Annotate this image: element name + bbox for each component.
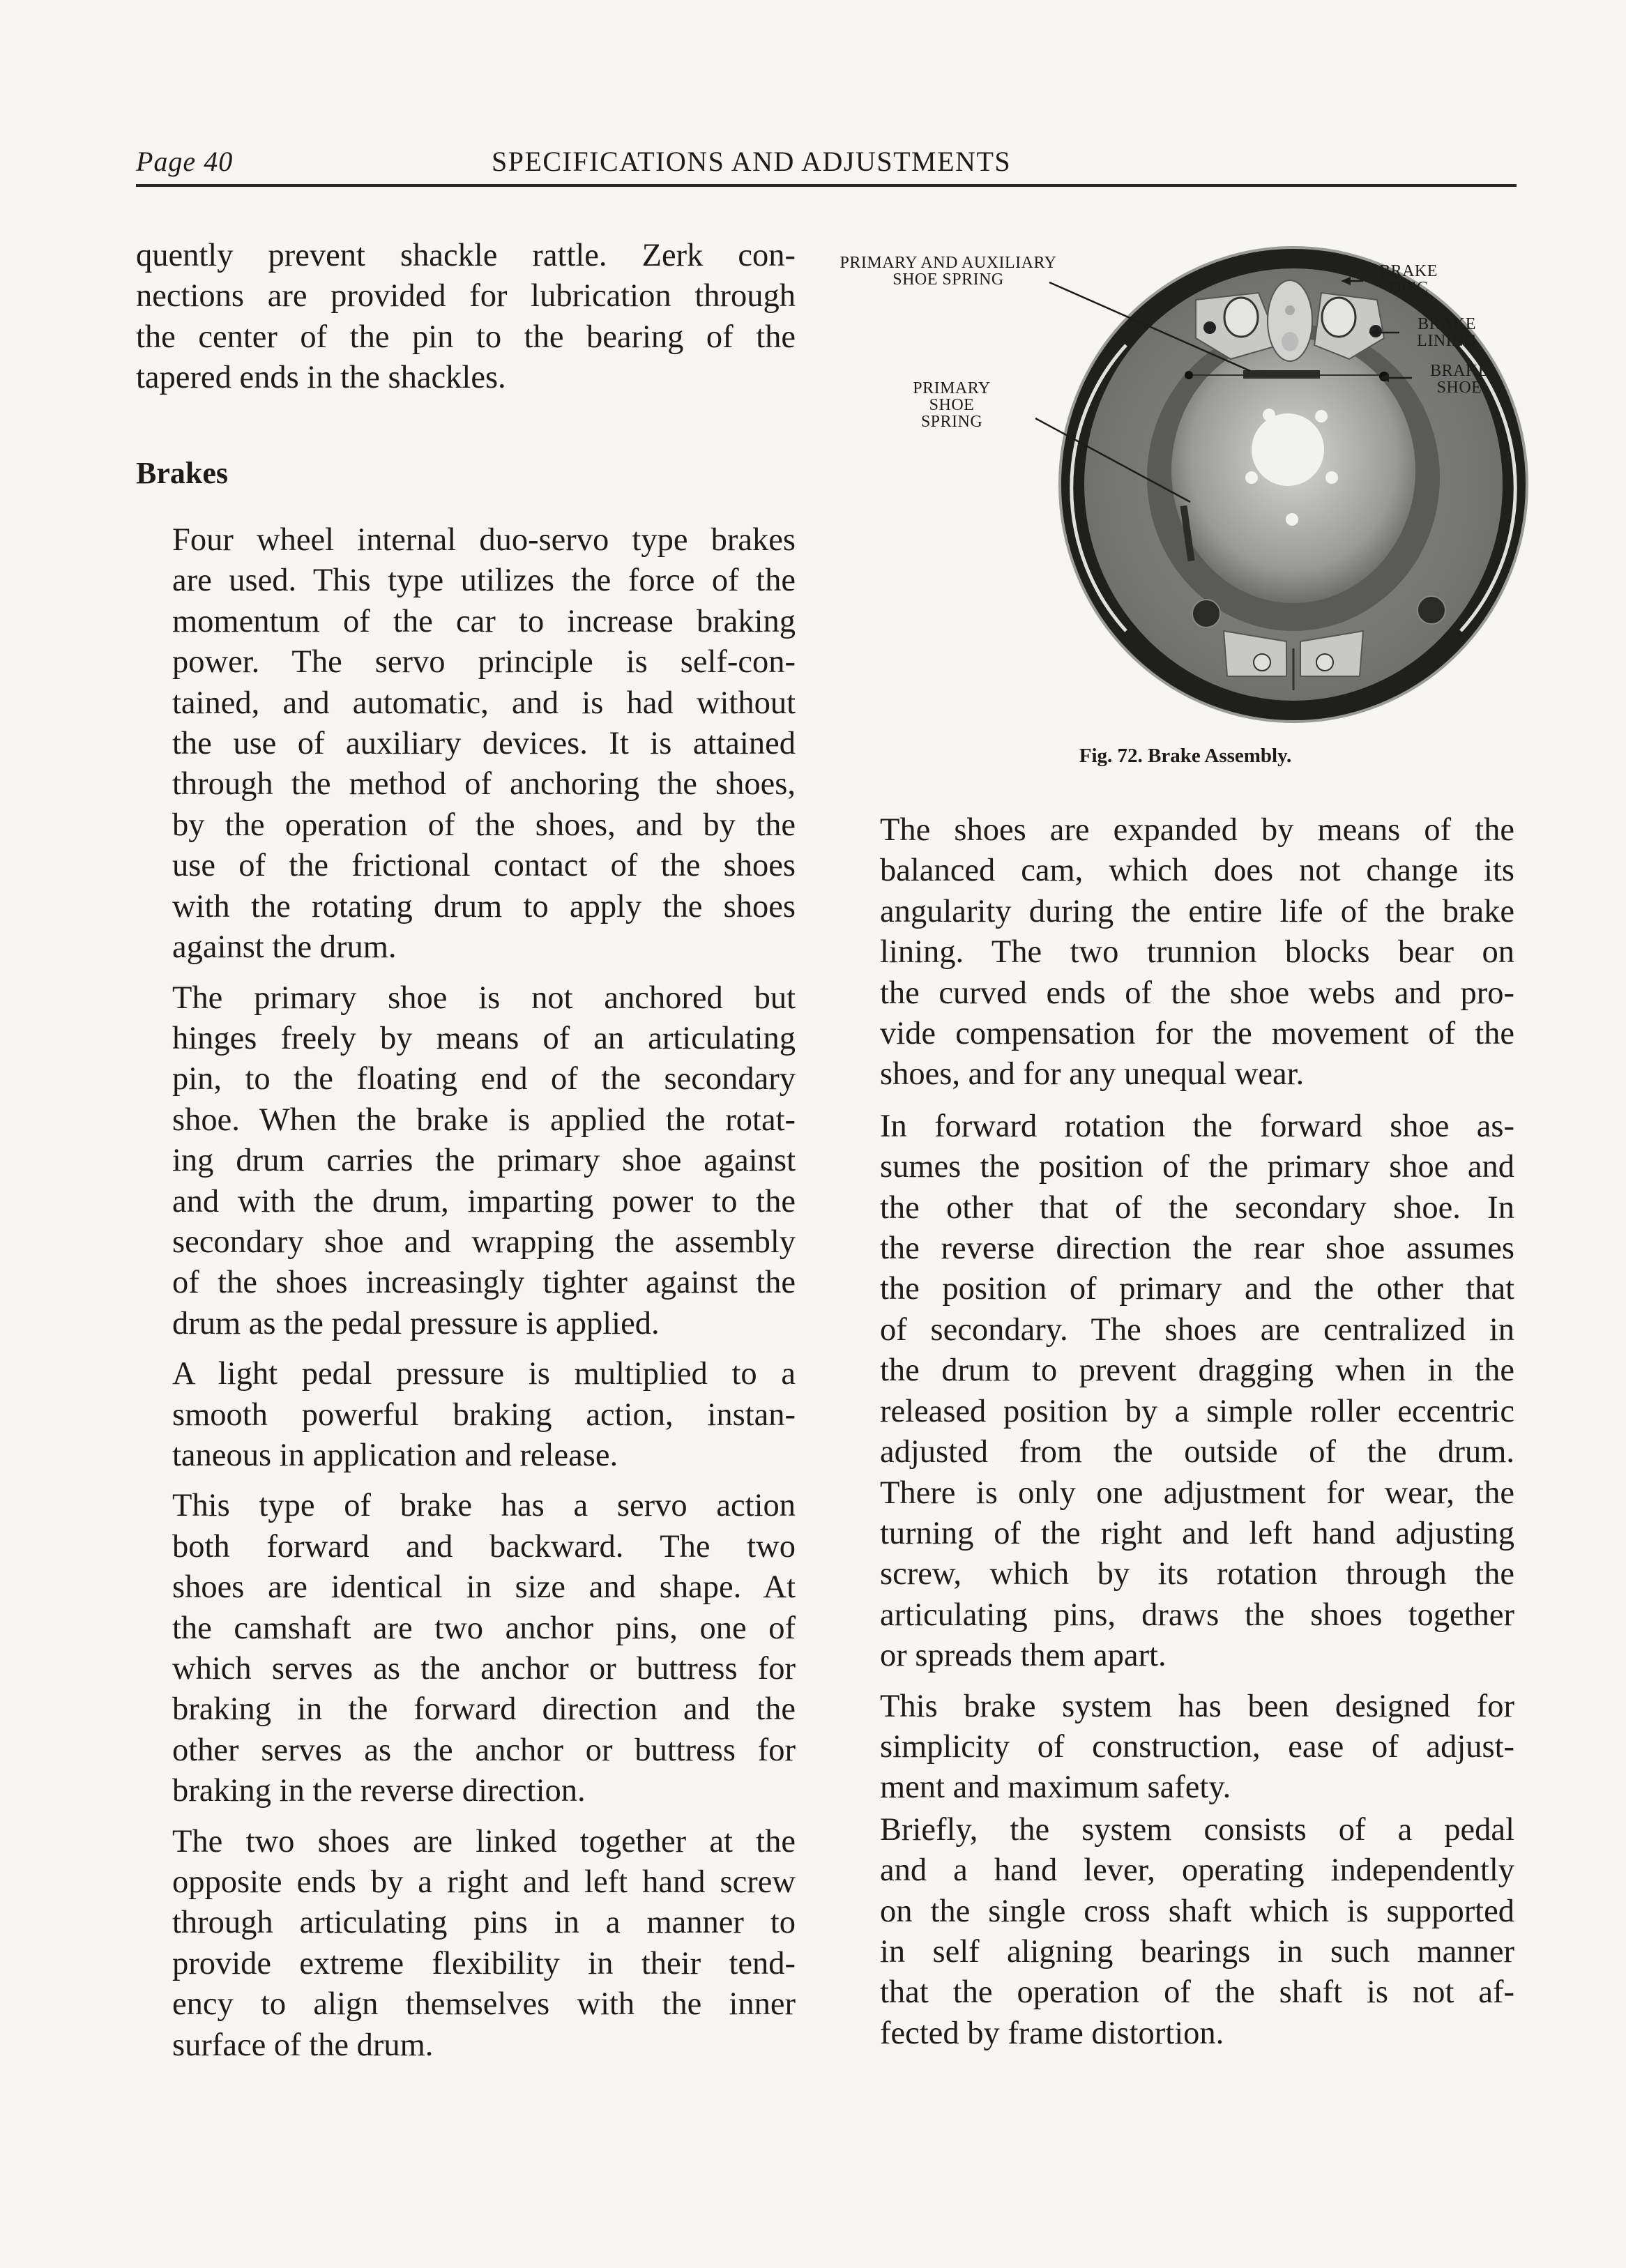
text-line: through the method of anchoring the shoes,: [172, 766, 796, 802]
text-line: simplicity of construction, ease of adjust-: [880, 1728, 1514, 1765]
text-line: opposite ends by a right and left hand screw: [172, 1864, 796, 1901]
section-heading-brakes: Brakes: [136, 455, 228, 490]
callout-line: BRAKE: [1379, 262, 1438, 280]
text-line: ment and maximum safety.: [880, 1770, 1231, 1806]
text-line: articulating pins, draws the shoes together: [880, 1597, 1514, 1633]
callout-line: BRAKE: [1430, 362, 1489, 380]
text-line: the other that of the secondary shoe. In: [880, 1189, 1514, 1226]
text-line: ency to align themselves with the inner: [172, 1986, 796, 2023]
text-line: adjusted from the outside of the drum.: [880, 1434, 1514, 1470]
text-line: This type of brake has a servo action: [172, 1488, 796, 1524]
paragraph: [844, 1810, 1514, 2054]
text-line: This brake system has been designed for: [880, 1688, 1514, 1724]
text-line: are used. This type utilizes the force of the: [172, 563, 796, 599]
callout-line: DISC: [1388, 279, 1429, 297]
text-line: braking in the forward direction and the: [172, 1691, 796, 1728]
text-line: surface of the drum.: [172, 2027, 434, 2063]
text-line: through articulating pins in a manner to: [172, 1905, 796, 1941]
text-line: balanced cam, which does not change its: [880, 853, 1514, 889]
text-line: angularity during the entire life of the brake: [880, 893, 1514, 929]
text-line: tained, and automatic, and is had without: [172, 685, 796, 721]
text-line: quently prevent shackle rattle. Zerk con-: [136, 238, 796, 273]
text-line: and a hand lever, operating independently: [880, 1852, 1514, 1889]
text-line: The primary shoe is not anchored but: [172, 980, 796, 1016]
paragraph: [136, 1486, 796, 1811]
text-line: vide compensation for the movement of the: [880, 1016, 1514, 1052]
callout-line: SHOE SPRING: [892, 271, 1004, 289]
text-line: A light pedal pressure is multiplied to a: [172, 1356, 796, 1392]
text-line: secondary shoe and wrapping the assembly: [172, 1224, 796, 1260]
text-line: and with the drum, imparting power to the: [172, 1183, 796, 1219]
text-line: the camshaft are two anchor pins, one of: [172, 1610, 796, 1646]
paragraph: [844, 1106, 1514, 1677]
text-line: shoes, and for any unequal wear.: [880, 1056, 1305, 1093]
text-line: by the operation of the shoes, and by the: [172, 807, 796, 843]
text-line: In forward rotation the forward shoe as-: [880, 1108, 1514, 1144]
text-line: released position by a simple roller eccentric: [880, 1393, 1514, 1429]
text-line: in self aligning bearings in such manner: [880, 1933, 1514, 1970]
callout-line: SHOE: [1436, 379, 1482, 397]
text-line: ing drum carries the primary shoe against: [172, 1143, 796, 1179]
callout-line: PRIMARY AND AUXILIARY: [839, 254, 1057, 272]
callout-brake-shoe: [1418, 363, 1501, 396]
text-line: smooth powerful braking action, instan-: [172, 1396, 796, 1433]
intro-paragraph: [136, 236, 796, 399]
paragraph: [136, 1822, 796, 2066]
text-line: which serves as the anchor or buttress for: [172, 1651, 796, 1687]
callout-line: BRAKE: [1418, 315, 1476, 333]
text-line: sumes the position of the primary shoe and: [880, 1149, 1514, 1185]
brake-assembly-figure: [833, 241, 1537, 736]
callout-brake-lining: [1401, 316, 1492, 349]
text-line: Four wheel internal duo-servo type brakes: [172, 522, 796, 558]
paragraph: [844, 810, 1514, 1095]
text-line: of secondary. The shoes are centralized in: [880, 1311, 1514, 1348]
text-line: the curved ends of the shoe webs and pro-: [880, 975, 1514, 1011]
paragraph: [136, 520, 796, 968]
header-rule: [136, 184, 1517, 187]
text-line: pin, to the floating end of the secondary: [172, 1061, 796, 1097]
callout-primary-auxiliary-shoe-spring: [833, 254, 1063, 288]
text-line: the drum to prevent dragging when in the: [880, 1353, 1514, 1389]
text-line: the use of auxiliary devices. It is attained: [172, 726, 796, 762]
text-line: the reverse direction the rear shoe assumes: [880, 1231, 1514, 1267]
page-number: Page 40: [136, 146, 234, 177]
text-line: on the single cross shaft which is supported: [880, 1893, 1514, 1929]
text-line: provide extreme flexibility in their tend-: [172, 1945, 796, 1981]
text-line: power. The servo principle is self-con-: [172, 644, 796, 680]
text-line: nections are provided for lubrication through: [136, 278, 796, 314]
text-line: lining. The two trunnion blocks bear on: [880, 934, 1514, 971]
text-line: Briefly, the system consists of a pedal: [880, 1811, 1514, 1848]
text-line: momentum of the car to increase braking: [172, 603, 796, 639]
text-line: other serves as the anchor or buttress for: [172, 1732, 796, 1768]
callout-line: SHOE: [929, 396, 975, 414]
text-line: braking in the reverse direction.: [172, 1773, 586, 1809]
figure-caption: Fig. 72. Brake Assembly.: [1079, 745, 1292, 767]
right-column: [844, 810, 1514, 2054]
text-line: or spreads them apart.: [880, 1638, 1167, 1674]
text-line: both forward and backward. The two: [172, 1528, 796, 1565]
left-column: [136, 236, 796, 2066]
text-line: The shoes are expanded by means of the: [880, 812, 1514, 848]
text-line: turning of the right and left hand adjusting: [880, 1515, 1514, 1551]
callout-line: LINING: [1417, 332, 1477, 350]
text-line: use of the frictional contact of the shoes: [172, 848, 796, 884]
text-line: There is only one adjustment for wear, the: [880, 1475, 1514, 1511]
text-line: taneous in application and release.: [172, 1437, 618, 1473]
text-line: shoes are identical in size and shape. At: [172, 1569, 796, 1606]
running-title: SPECIFICATIONS AND ADJUSTMENTS: [492, 146, 1012, 177]
text-line: fected by frame distortion.: [880, 2015, 1224, 2051]
text-line: shoe. When the brake is applied the rotat-: [172, 1102, 796, 1138]
text-line: hinges freely by means of an articulating: [172, 1020, 796, 1056]
text-line: of the shoes increasingly tighter against the: [172, 1265, 796, 1301]
text-line: the center of the pin to the bearing of the: [136, 319, 796, 355]
paragraph: [136, 978, 796, 1345]
text-line: screw, which by its rotation through the: [880, 1556, 1514, 1592]
callout-brake-disc: [1370, 263, 1447, 296]
page-header: [136, 139, 1517, 188]
text-line: against the drum.: [172, 929, 397, 966]
text-line: that the operation of the shaft is not af-: [880, 1974, 1514, 2011]
text-line: The two shoes are linked together at the: [172, 1823, 796, 1859]
text-line: with the rotating drum to apply the shoes: [172, 888, 796, 924]
paragraph: [136, 1354, 796, 1476]
callout-primary-shoe-spring: [882, 380, 1021, 430]
text-line: tapered ends in the shackles.: [136, 360, 506, 396]
text-line: the position of primary and the other that: [880, 1271, 1514, 1307]
callout-line: SPRING: [920, 413, 983, 431]
callout-line: PRIMARY: [913, 379, 991, 397]
paragraph: [844, 1687, 1514, 1809]
text-line: drum as the pedal pressure is applied.: [172, 1305, 660, 1341]
